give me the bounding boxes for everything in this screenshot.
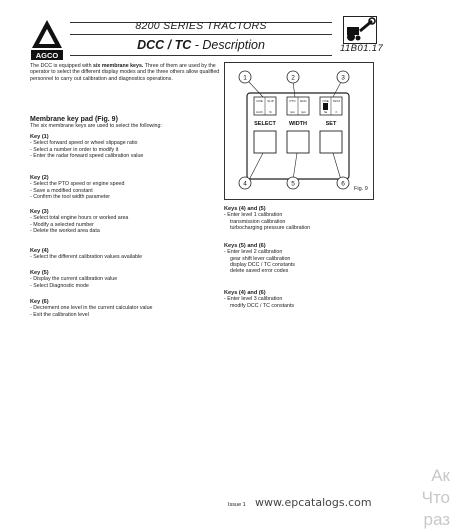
icon-label: ONE — [322, 99, 329, 103]
key-line: - Exit the calibration level — [30, 311, 89, 318]
key-line: - Select Diagnostic mode — [30, 282, 89, 289]
keypad-section — [30, 117, 222, 130]
combo-title: Keys (5) and (6) — [224, 243, 266, 249]
intro-text-1: The DCC is equipped with — [30, 63, 94, 69]
ghost-line: Ак — [431, 466, 450, 485]
series-title: 8200 SERIES TRACTORS — [135, 20, 267, 32]
icon-label: ONE — [256, 99, 263, 103]
key-line: - Select the PTO speed or engine speed — [30, 181, 125, 188]
icon-label: km/h — [256, 110, 263, 114]
combo-line: gear shift lever calibration — [230, 255, 291, 262]
key-line: - Decrement one level in the current calculator value — [30, 305, 153, 312]
icon-label: PTO — [289, 99, 296, 103]
combo-line: transmission calibration — [230, 218, 286, 225]
key-line: - Select the different calibration values available — [30, 254, 143, 261]
section-title: Membrane key pad (Fig. 9) — [30, 116, 118, 123]
icon-label: TEST — [332, 99, 341, 103]
issue-label: Issue 1 — [228, 502, 246, 508]
key-line: - Delete the worked area data — [30, 227, 100, 234]
key-line: - Confirm the tool width parameter — [30, 193, 111, 200]
key-6-button — [320, 131, 342, 153]
key-title: Key (6) — [30, 299, 49, 305]
select-key-label: SELECT — [254, 121, 276, 127]
key-5-block — [30, 270, 222, 289]
intro-text-bold: six membrane keys. — [93, 63, 144, 69]
key-4-button — [254, 131, 276, 153]
keys-5-6-block — [224, 243, 374, 274]
icon-label: rpm — [300, 110, 307, 114]
combo-line: turbocharging pressure calibration — [230, 224, 311, 231]
combo-line: delete saved error codes — [230, 268, 289, 275]
header-rule-bottom — [70, 55, 332, 56]
callout-3: 3 — [341, 74, 345, 82]
callout-5: 5 — [291, 180, 295, 188]
callout-4: 4 — [243, 180, 247, 188]
keys-4-5-block — [224, 206, 374, 231]
combo-line: display DCC / TC constants — [230, 261, 295, 268]
key-title: Key (5) — [30, 270, 49, 276]
key-line: - Select forward speed or wheel slippage ratio — [30, 140, 138, 147]
callout-6: 6 — [341, 180, 345, 188]
icon-label: SLIP — [267, 99, 274, 103]
key-line: - Save a modified constant — [30, 187, 93, 194]
combo-line: - Enter level 2 calibration — [224, 249, 283, 256]
combo-title: Keys (4) and (5) — [224, 206, 266, 212]
page-title-bold: DCC / TC — [137, 38, 192, 52]
key-5-button — [287, 131, 309, 153]
icon-label: ENG — [300, 99, 307, 103]
watermark-url: www.epcatalogs.com — [255, 496, 372, 509]
key-line: - Select a number in order to modify it — [30, 146, 119, 153]
key-2-block — [30, 175, 222, 200]
agco-logo — [30, 18, 64, 62]
ghost-line: раз — [423, 510, 450, 529]
figure-label: Fig. 9 — [354, 186, 368, 192]
keys-4-6-block — [224, 290, 374, 309]
combo-line: - Enter level 1 calibration — [224, 212, 283, 219]
key-title: Key (4) — [30, 248, 49, 254]
icon-label: h — [335, 110, 338, 114]
key-title: Key (1) — [30, 134, 49, 140]
callout-2: 2 — [291, 74, 295, 82]
key-title: Key (2) — [30, 175, 49, 181]
icon-label: rpm — [289, 110, 296, 114]
icon-label: ha — [323, 110, 328, 114]
tractor-wrench-icon — [343, 16, 377, 44]
key-line: - Enter the radar forward speed calibration value — [30, 152, 144, 159]
set-key-label: SET — [325, 121, 337, 127]
key-1-block — [30, 134, 222, 159]
key-line: - Display the current calibration value — [30, 276, 118, 283]
header-rule-mid — [70, 34, 332, 35]
width-key-label: WIDTH — [288, 121, 308, 127]
membrane-keypad-figure — [224, 62, 374, 200]
combo-title: Keys (4) and (6) — [224, 290, 266, 296]
key-3-block — [30, 209, 222, 234]
intro-text-2: Three of them are used by the operator to select the different display modes and the three others allow qualified personnel to carry out calibration and diagnostics operations. — [30, 63, 220, 82]
combo-line: modify DCC / TC constants — [230, 302, 295, 309]
intro-paragraph — [30, 63, 222, 82]
key-4-block — [30, 248, 222, 261]
reference-code: 11B01.17 — [340, 43, 384, 54]
page-title — [70, 38, 332, 52]
combo-line: - Enter level 3 calibration — [224, 296, 283, 303]
callout-1: 1 — [243, 74, 247, 82]
key-title: Key (3) — [30, 209, 49, 215]
page-title-rest: - Description — [191, 38, 265, 52]
section-intro: The six membrane keys are used to select the following: — [30, 123, 162, 130]
key-line: - Modify a selected number — [30, 221, 94, 228]
icon-label: % — [269, 110, 272, 114]
ghost-line: Что — [421, 488, 450, 507]
brand-label: AGCO — [35, 51, 59, 60]
key-line: - Select total engine hours or worked area — [30, 215, 129, 222]
overlay-ghost-text — [422, 465, 450, 531]
key-6-block — [30, 299, 222, 318]
